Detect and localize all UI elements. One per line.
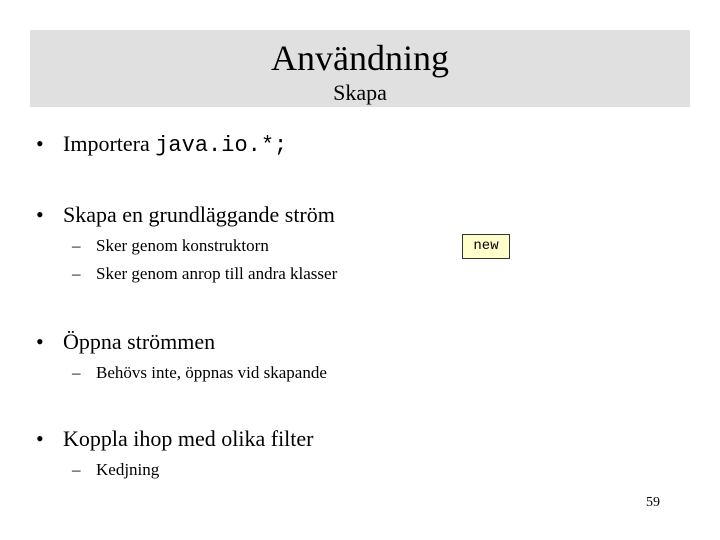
bullet-text: Öppna strömmen (63, 329, 216, 354)
sub-bullet-chaining (72, 460, 159, 480)
bullet-marker: • (36, 202, 44, 227)
sub-bullet-not-needed (72, 363, 327, 383)
sub-bullet-other-classes (72, 264, 337, 284)
bullet-text: Importera (63, 131, 156, 156)
bullet-create-stream (36, 202, 335, 228)
bullet-code: java.io.*; (155, 133, 288, 158)
bullet-import (36, 131, 287, 159)
bullet-marker: • (36, 426, 44, 451)
sub-bullet-text: Sker genom anrop till andra klasser (96, 264, 338, 283)
bullet-text: Koppla ihop med olika filter (63, 426, 314, 451)
sub-bullet-marker: – (72, 236, 81, 255)
sub-bullet-constructor (72, 236, 269, 256)
slide-header-subtitle-area (30, 30, 690, 107)
bullet-marker: • (36, 131, 44, 156)
sub-bullet-text: Sker genom konstruktorn (96, 236, 269, 255)
sub-bullet-marker: – (72, 460, 81, 479)
sub-bullet-text: Kedjning (96, 460, 160, 479)
bullet-marker: • (36, 329, 44, 354)
new-keyword-note: new (462, 234, 510, 259)
slide-subtitle: Skapa (333, 80, 387, 105)
bullet-text: Skapa en grundläggande ström (63, 202, 335, 227)
page-number: 59 (646, 495, 660, 510)
sub-bullet-marker: – (72, 363, 81, 382)
bullet-open-stream (36, 329, 215, 355)
slide-title: Användning (271, 38, 449, 78)
bullet-connect-filters (36, 426, 314, 452)
sub-bullet-marker: – (72, 264, 81, 283)
sub-bullet-text: Behövs inte, öppnas vid skapande (96, 363, 327, 382)
